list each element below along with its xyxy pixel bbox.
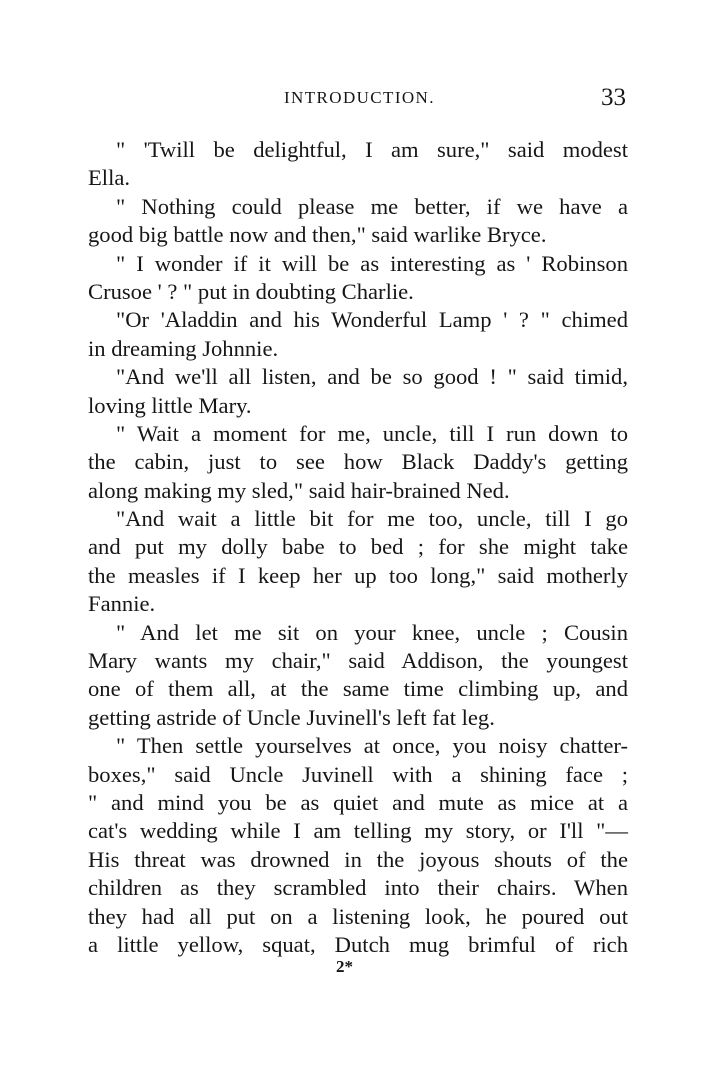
body-text bbox=[88, 136, 628, 959]
text-line: they had all put on a listening look, he poured out bbox=[88, 903, 628, 929]
text-line: the cabin, just to see how Black Daddy's getting bbox=[88, 449, 628, 475]
running-title: INTRODUCTION. bbox=[284, 88, 435, 107]
text-line: one of them all, at the same time climbing up, and bbox=[88, 676, 628, 702]
text-line: Ella. bbox=[88, 165, 131, 191]
page-number: 33 bbox=[601, 84, 626, 111]
text-line: in dreaming Johnnie. bbox=[88, 335, 279, 361]
text-line: " Then settle yourselves at once, you noisy chatter- bbox=[116, 733, 628, 759]
text-line: Mary wants my chair," said Addison, the youngest bbox=[88, 648, 628, 674]
text-line: " And let me sit on your knee, uncle ; Cousin bbox=[116, 619, 628, 645]
text-line: Crusoe ' ? " put in doubting Charlie. bbox=[88, 278, 414, 304]
text-line: the measles if I keep her up too long," said motherly bbox=[88, 562, 628, 588]
text-line: good big battle now and then," said warlike Bryce. bbox=[88, 222, 547, 248]
text-line: His threat was drowned in the joyous shouts of the bbox=[88, 846, 628, 872]
text-line: " I wonder if it will be as interesting as ' Robinson bbox=[116, 250, 628, 276]
text-line: "And we'll all listen, and be so good ! " said timid, bbox=[116, 364, 628, 390]
signature-mark: 2* bbox=[336, 957, 353, 976]
text-line: " Wait a moment for me, uncle, till I run down to bbox=[116, 420, 628, 446]
text-line: children as they scrambled into their chairs. When bbox=[88, 875, 628, 901]
text-line: loving little Mary. bbox=[88, 392, 252, 418]
page-header bbox=[88, 84, 628, 118]
text-line: getting astride of Uncle Juvinell's left fat leg. bbox=[88, 704, 495, 730]
text-line: " 'Twill be delightful, I am sure," said modest bbox=[116, 137, 628, 162]
text-line: "And wait a little bit for me too, uncle, till I go bbox=[116, 506, 628, 532]
text-line: boxes," said Uncle Juvinell with a shining face ; bbox=[88, 761, 628, 787]
text-line: " and mind you be as quiet and mute as mice at a bbox=[88, 789, 628, 815]
text-line: along making my sled," said hair-brained Ned. bbox=[88, 477, 510, 503]
text-line: cat's wedding while I am telling my story, or I'll "— bbox=[88, 818, 628, 844]
text-line: " Nothing could please me better, if we have a bbox=[116, 193, 628, 219]
text-line: "Or 'Aladdin and his Wonderful Lamp ' ? " chimed bbox=[116, 307, 628, 333]
text-line: and put my dolly babe to bed ; for she might take bbox=[88, 534, 628, 560]
text-line: Fannie. bbox=[88, 591, 156, 617]
text-line: a little yellow, squat, Dutch mug brimful of rich bbox=[88, 931, 628, 957]
